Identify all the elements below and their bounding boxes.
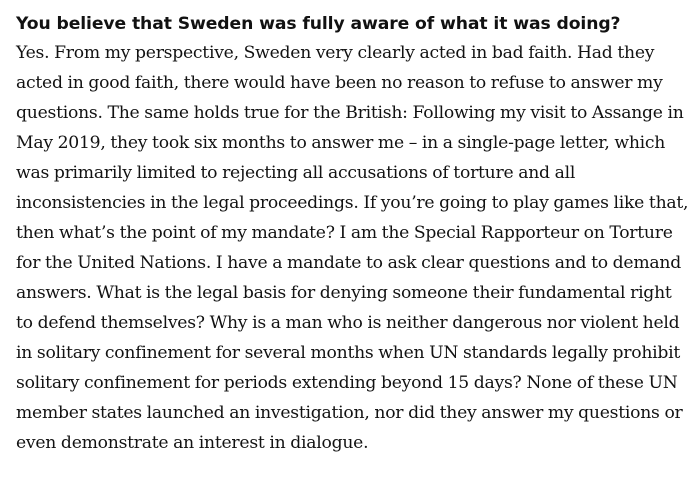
- interview-question: You believe that Sweden was fully aware of what it was doing?: [16, 14, 621, 34]
- interview-answer: Yes. From my perspective, Sweden very clearly acted in bad faith. Had they acted in good faith, there would have been no reason to refuse to answer my questions. The same holds true for the British: Following my visit to Assange in May 2019, they took six months to answer me – in a single-page letter, which was primarily limited to rejecting all accusations of torture and all inconsistencies in the legal proceedings. If you’re going to play games like that, then what’s the point of my mandate? I am the Special Rapporteur on Torture for the United Nations. I have a mandate to ask clear questions and to demand answers. What is the legal basis for denying someone their fundamental right to defend themselves? Why is a man who is neither dangerous nor violent held in solitary confinement for several months when UN standards legally prohibit solitary confinement for periods extending beyond 15 days? None of these UN member states launched an investigation, nor did they answer my questions or even demonstrate an interest in dialogue.: [16, 43, 689, 453]
- article-body: [16, 10, 690, 458]
